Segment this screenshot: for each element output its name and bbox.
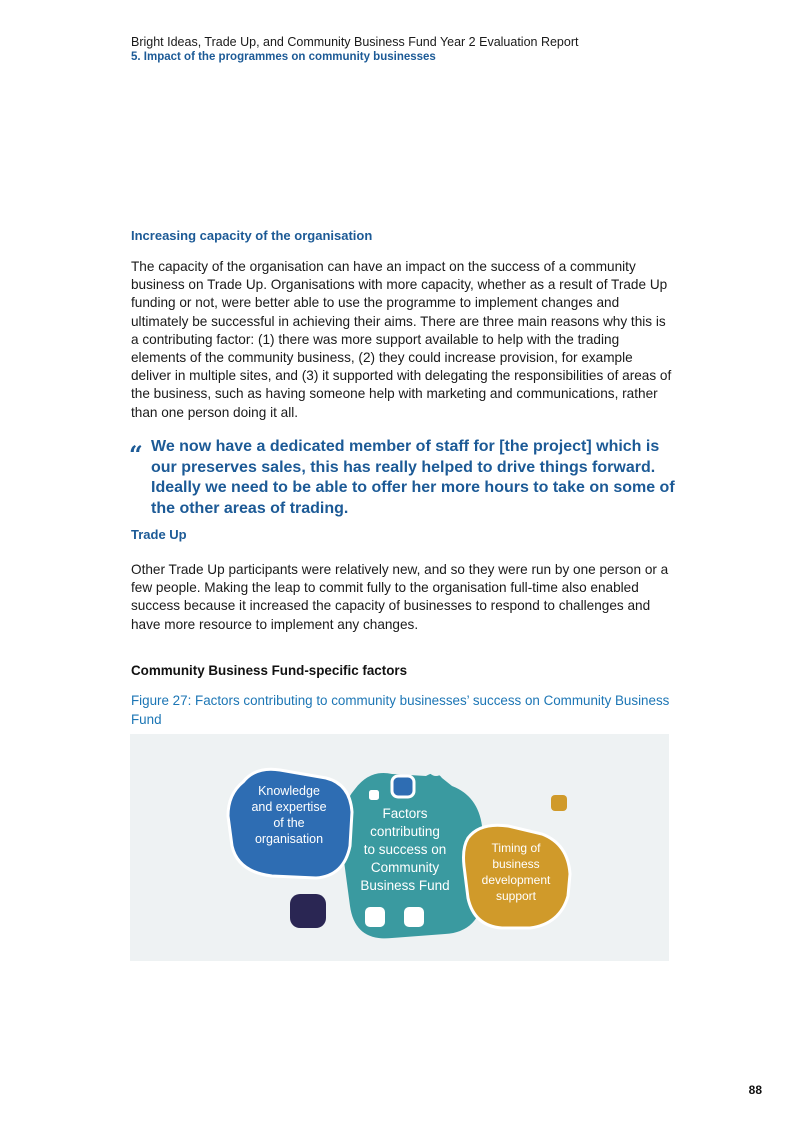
white-square-shape [369, 790, 379, 800]
quote-mark-icon: “ [129, 440, 143, 469]
section-heading-cbf: Community Business Fund-specific factors [131, 663, 408, 678]
right-bubble-line: business [492, 857, 540, 871]
figure-caption: Figure 27: Factors contributing to community businesses’ success on Community Business Fund [131, 693, 670, 727]
left-bubble-line: organisation [254, 832, 324, 846]
right-bubble-line: support [495, 889, 537, 903]
center-bubble-line: to success on [363, 842, 447, 857]
chapter-title: 5. Impact of the programmes on community businesses [131, 51, 436, 63]
center-bubble-line: Business Fund [360, 878, 450, 893]
white-square-shape [365, 907, 385, 927]
left-bubble-line: Knowledge [258, 784, 320, 798]
center-bubble-line: Factors [382, 806, 428, 821]
white-square-shape [404, 907, 424, 927]
left-bubble-line: and expertise [251, 800, 327, 814]
left-bubble-line: of the [273, 816, 305, 830]
right-bubble-line: Timing of [491, 841, 541, 855]
notch-shape [428, 760, 444, 776]
right-bubble-line: development [481, 873, 551, 887]
center-bubble-line: Community [370, 860, 440, 875]
center-bubble-line: contributing [370, 824, 440, 839]
blue-square-shape [392, 776, 414, 797]
dark-square-shape [290, 894, 326, 928]
factors-diagram [130, 734, 669, 961]
paragraph-capacity: The capacity of the organisation can have an impact on the success of a community business on Trade Up. Organisations with more capacity, whether as a result of Trade Up funding or not, were better able to use the programme to implement changes and ultimately be successful in achieving their aims. There are three main reasons why this is a contributing factor: (1) there was more support available to help with the trading elements of the community business, (2) they could increase provision, for example deliver in multiple sites, and (3) it supported with delegating the responsibilities of areas of the business, such as having someone help with marketing and communications, rather than one person doing it all. [131, 259, 672, 420]
pull-quote: We now have a dedicated member of staff for [the project] which is our preserves sales, this has really helped to drive things forward. Ideally we need to be able to offer her more hours to take on some of the other areas of trading. [151, 438, 675, 517]
section-heading-capacity: Increasing capacity of the organisation [131, 228, 373, 243]
page-number: 88 [748, 1083, 762, 1097]
gold-square-shape [551, 795, 567, 811]
report-title: Bright Ideas, Trade Up, and Community Business Fund Year 2 Evaluation Report [131, 35, 579, 49]
quote-attribution: Trade Up [131, 527, 187, 542]
paragraph-trade-up: Other Trade Up participants were relatively new, and so they were run by one person or a few people. Making the leap to commit fully to the organisation full-time also enabled success because it increased the capacity of businesses to respond to challenges and have more resource to implement any changes. [131, 562, 669, 632]
figure-27-diagram [130, 734, 669, 961]
